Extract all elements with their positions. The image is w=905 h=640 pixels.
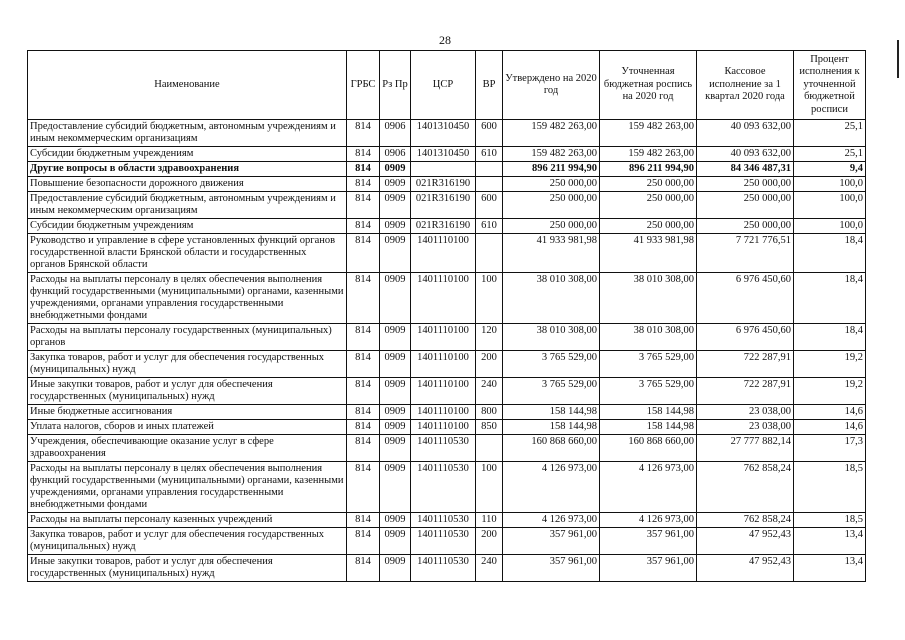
cell-cash: 40 093 632,00 xyxy=(697,120,794,147)
cell-csr: 1401310450 xyxy=(411,120,476,147)
cell-vr: 110 xyxy=(476,513,503,528)
table-row xyxy=(28,273,866,324)
cell-vr: 240 xyxy=(476,555,503,582)
cell-refined: 159 482 263,00 xyxy=(600,120,697,147)
cell-percent: 18,5 xyxy=(794,462,866,513)
scan-edge-mark xyxy=(897,40,899,78)
cell-approved: 160 868 660,00 xyxy=(503,435,600,462)
table-body xyxy=(28,120,866,582)
cell-vr: 800 xyxy=(476,405,503,420)
cell-approved: 4 126 973,00 xyxy=(503,513,600,528)
cell-vr: 240 xyxy=(476,378,503,405)
cell-grbs: 814 xyxy=(347,435,380,462)
cell-name: Предоставление субсидий бюджетным, автономным учреждениям и иным некоммерческим организациям xyxy=(28,120,347,147)
cell-grbs: 814 xyxy=(347,147,380,162)
cell-csr: 1401110100 xyxy=(411,324,476,351)
cell-rz-pr: 0909 xyxy=(380,273,411,324)
cell-cash: 47 952,43 xyxy=(697,555,794,582)
cell-csr: 1401110530 xyxy=(411,435,476,462)
cell-approved: 357 961,00 xyxy=(503,555,600,582)
cell-percent: 100,0 xyxy=(794,192,866,219)
header-name: Наименование xyxy=(28,51,347,120)
cell-vr: 610 xyxy=(476,147,503,162)
cell-csr: 1401110100 xyxy=(411,234,476,273)
header-percent: Процент исполнения к уточненной бюджетной росписи xyxy=(794,51,866,120)
cell-vr xyxy=(476,234,503,273)
cell-grbs: 814 xyxy=(347,513,380,528)
header-vr: ВР xyxy=(476,51,503,120)
cell-name: Уплата налогов, сборов и иных платежей xyxy=(28,420,347,435)
table-row xyxy=(28,513,866,528)
table-row xyxy=(28,462,866,513)
cell-grbs: 814 xyxy=(347,528,380,555)
cell-refined: 250 000,00 xyxy=(600,192,697,219)
cell-name: Расходы на выплаты персоналу казенных учреждений xyxy=(28,513,347,528)
cell-refined: 158 144,98 xyxy=(600,405,697,420)
cell-grbs: 814 xyxy=(347,405,380,420)
table-row xyxy=(28,219,866,234)
cell-cash: 250 000,00 xyxy=(697,177,794,192)
cell-rz-pr: 0909 xyxy=(380,324,411,351)
cell-approved: 250 000,00 xyxy=(503,219,600,234)
cell-refined: 357 961,00 xyxy=(600,528,697,555)
cell-approved: 357 961,00 xyxy=(503,528,600,555)
table-row xyxy=(28,192,866,219)
table-row xyxy=(28,405,866,420)
cell-csr: 1401110530 xyxy=(411,528,476,555)
header-csr: ЦСР xyxy=(411,51,476,120)
cell-grbs: 814 xyxy=(347,555,380,582)
cell-grbs: 814 xyxy=(347,420,380,435)
cell-rz-pr: 0909 xyxy=(380,462,411,513)
cell-grbs: 814 xyxy=(347,219,380,234)
cell-name: Иные бюджетные ассигнования xyxy=(28,405,347,420)
cell-grbs: 814 xyxy=(347,324,380,351)
cell-rz-pr: 0909 xyxy=(380,162,411,177)
cell-percent: 13,4 xyxy=(794,555,866,582)
cell-vr: 610 xyxy=(476,219,503,234)
cell-percent: 19,2 xyxy=(794,351,866,378)
cell-rz-pr: 0909 xyxy=(380,219,411,234)
cell-approved: 250 000,00 xyxy=(503,177,600,192)
cell-percent: 18,4 xyxy=(794,324,866,351)
cell-rz-pr: 0909 xyxy=(380,177,411,192)
cell-grbs: 814 xyxy=(347,162,380,177)
cell-csr: 1401110530 xyxy=(411,462,476,513)
cell-name: Другие вопросы в области здравоохранения xyxy=(28,162,347,177)
cell-refined: 250 000,00 xyxy=(600,177,697,192)
cell-approved: 3 765 529,00 xyxy=(503,351,600,378)
cell-csr: 1401110100 xyxy=(411,273,476,324)
cell-name: Субсидии бюджетным учреждениям xyxy=(28,147,347,162)
cell-refined: 158 144,98 xyxy=(600,420,697,435)
table-row xyxy=(28,234,866,273)
cell-approved: 38 010 308,00 xyxy=(503,324,600,351)
cell-refined: 896 211 994,90 xyxy=(600,162,697,177)
cell-percent: 14,6 xyxy=(794,405,866,420)
cell-cash: 6 976 450,60 xyxy=(697,273,794,324)
cell-rz-pr: 0909 xyxy=(380,528,411,555)
cell-name: Иные закупки товаров, работ и услуг для обеспечения государственных (муниципальных) нужд xyxy=(28,378,347,405)
table-header xyxy=(28,51,866,120)
cell-refined: 357 961,00 xyxy=(600,555,697,582)
cell-csr: 1401110100 xyxy=(411,351,476,378)
cell-cash: 762 858,24 xyxy=(697,462,794,513)
cell-percent: 100,0 xyxy=(794,177,866,192)
cell-name: Иные закупки товаров, работ и услуг для обеспечения государственных (муниципальных) нужд xyxy=(28,555,347,582)
cell-percent: 19,2 xyxy=(794,378,866,405)
cell-refined: 3 765 529,00 xyxy=(600,351,697,378)
cell-name: Руководство и управление в сфере установленных функций органов государственной власти Брянской области и государственных органов Брянской области xyxy=(28,234,347,273)
cell-vr xyxy=(476,177,503,192)
cell-csr xyxy=(411,162,476,177)
cell-percent: 14,6 xyxy=(794,420,866,435)
cell-refined: 160 868 660,00 xyxy=(600,435,697,462)
cell-name: Закупка товаров, работ и услуг для обеспечения государственных (муниципальных) нужд xyxy=(28,528,347,555)
cell-vr: 120 xyxy=(476,324,503,351)
cell-name: Расходы на выплаты персоналу в целях обеспечения выполнения функций государственными (муниципальными) органами, казенными учреждениями, органами управления государственными внебюджетными фондами xyxy=(28,462,347,513)
cell-rz-pr: 0909 xyxy=(380,351,411,378)
table-row xyxy=(28,378,866,405)
cell-refined: 38 010 308,00 xyxy=(600,273,697,324)
cell-refined: 4 126 973,00 xyxy=(600,462,697,513)
table-row xyxy=(28,435,866,462)
table-row xyxy=(28,120,866,147)
cell-vr: 200 xyxy=(476,351,503,378)
cell-grbs: 814 xyxy=(347,378,380,405)
cell-name: Расходы на выплаты персоналу государственных (муниципальных) органов xyxy=(28,324,347,351)
cell-percent: 100,0 xyxy=(794,219,866,234)
cell-cash: 23 038,00 xyxy=(697,405,794,420)
cell-csr: 1401110100 xyxy=(411,405,476,420)
table-row xyxy=(28,528,866,555)
cell-rz-pr: 0909 xyxy=(380,405,411,420)
cell-cash: 47 952,43 xyxy=(697,528,794,555)
header-refined: Уточненная бюджетная роспись на 2020 год xyxy=(600,51,697,120)
cell-rz-pr: 0909 xyxy=(380,192,411,219)
cell-cash: 6 976 450,60 xyxy=(697,324,794,351)
cell-rz-pr: 0909 xyxy=(380,378,411,405)
cell-grbs: 814 xyxy=(347,273,380,324)
cell-rz-pr: 0909 xyxy=(380,435,411,462)
cell-approved: 41 933 981,98 xyxy=(503,234,600,273)
cell-grbs: 814 xyxy=(347,120,380,147)
cell-cash: 23 038,00 xyxy=(697,420,794,435)
budget-table xyxy=(27,50,866,582)
cell-grbs: 814 xyxy=(347,351,380,378)
cell-refined: 250 000,00 xyxy=(600,219,697,234)
cell-approved: 158 144,98 xyxy=(503,420,600,435)
header-cash: Кассовое исполнение за 1 квартал 2020 года xyxy=(697,51,794,120)
cell-name: Субсидии бюджетным учреждениям xyxy=(28,219,347,234)
header-rz-pr: Рз Пр xyxy=(380,51,411,120)
cell-approved: 4 126 973,00 xyxy=(503,462,600,513)
cell-cash: 27 777 882,14 xyxy=(697,435,794,462)
cell-percent: 9,4 xyxy=(794,162,866,177)
cell-rz-pr: 0909 xyxy=(380,513,411,528)
cell-csr: 021R316190 xyxy=(411,192,476,219)
cell-vr: 100 xyxy=(476,273,503,324)
cell-cash: 250 000,00 xyxy=(697,192,794,219)
cell-csr: 1401110100 xyxy=(411,378,476,405)
cell-refined: 159 482 263,00 xyxy=(600,147,697,162)
cell-grbs: 814 xyxy=(347,234,380,273)
cell-vr: 200 xyxy=(476,528,503,555)
cell-approved: 38 010 308,00 xyxy=(503,273,600,324)
cell-rz-pr: 0909 xyxy=(380,555,411,582)
cell-name: Закупка товаров, работ и услуг для обеспечения государственных (муниципальных) нужд xyxy=(28,351,347,378)
cell-csr: 1401110530 xyxy=(411,513,476,528)
cell-name: Повышение безопасности дорожного движения xyxy=(28,177,347,192)
cell-rz-pr: 0906 xyxy=(380,147,411,162)
cell-refined: 41 933 981,98 xyxy=(600,234,697,273)
cell-percent: 13,4 xyxy=(794,528,866,555)
cell-csr: 1401110530 xyxy=(411,555,476,582)
cell-name: Расходы на выплаты персоналу в целях обеспечения выполнения функций государственными (муниципальными) органами, казенными учреждениями, органами управления государственными внебюджетными фондами xyxy=(28,273,347,324)
cell-vr xyxy=(476,435,503,462)
cell-refined: 4 126 973,00 xyxy=(600,513,697,528)
table-row xyxy=(28,351,866,378)
cell-name: Предоставление субсидий бюджетным, автономным учреждениям и иным некоммерческим организациям xyxy=(28,192,347,219)
cell-vr: 600 xyxy=(476,120,503,147)
cell-vr: 600 xyxy=(476,192,503,219)
table-row xyxy=(28,420,866,435)
cell-csr: 1401310450 xyxy=(411,147,476,162)
cell-rz-pr: 0909 xyxy=(380,234,411,273)
cell-csr: 1401110100 xyxy=(411,420,476,435)
cell-vr xyxy=(476,162,503,177)
table-row xyxy=(28,324,866,351)
cell-csr: 021R316190 xyxy=(411,177,476,192)
table-row xyxy=(28,147,866,162)
table-row xyxy=(28,177,866,192)
cell-percent: 18,4 xyxy=(794,273,866,324)
cell-vr: 850 xyxy=(476,420,503,435)
cell-name: Учреждения, обеспечивающие оказание услуг в сфере здравоохранения xyxy=(28,435,347,462)
cell-cash: 722 287,91 xyxy=(697,351,794,378)
cell-csr: 021R316190 xyxy=(411,219,476,234)
cell-approved: 159 482 263,00 xyxy=(503,120,600,147)
cell-grbs: 814 xyxy=(347,192,380,219)
cell-grbs: 814 xyxy=(347,462,380,513)
cell-refined: 38 010 308,00 xyxy=(600,324,697,351)
cell-cash: 40 093 632,00 xyxy=(697,147,794,162)
cell-percent: 17,3 xyxy=(794,435,866,462)
cell-cash: 722 287,91 xyxy=(697,378,794,405)
cell-cash: 762 858,24 xyxy=(697,513,794,528)
table-row xyxy=(28,162,866,177)
cell-approved: 159 482 263,00 xyxy=(503,147,600,162)
cell-percent: 18,4 xyxy=(794,234,866,273)
cell-cash: 250 000,00 xyxy=(697,219,794,234)
header-grbs: ГРБС xyxy=(347,51,380,120)
cell-vr: 100 xyxy=(476,462,503,513)
cell-approved: 896 211 994,90 xyxy=(503,162,600,177)
cell-approved: 250 000,00 xyxy=(503,192,600,219)
cell-rz-pr: 0906 xyxy=(380,120,411,147)
page-number: 28 xyxy=(439,33,451,47)
cell-refined: 3 765 529,00 xyxy=(600,378,697,405)
cell-cash: 84 346 487,31 xyxy=(697,162,794,177)
cell-percent: 25,1 xyxy=(794,120,866,147)
cell-grbs: 814 xyxy=(347,177,380,192)
header-approved: Утверждено на 2020 год xyxy=(503,51,600,120)
table-row xyxy=(28,555,866,582)
cell-approved: 158 144,98 xyxy=(503,405,600,420)
cell-approved: 3 765 529,00 xyxy=(503,378,600,405)
cell-rz-pr: 0909 xyxy=(380,420,411,435)
cell-percent: 18,5 xyxy=(794,513,866,528)
cell-percent: 25,1 xyxy=(794,147,866,162)
cell-cash: 7 721 776,51 xyxy=(697,234,794,273)
